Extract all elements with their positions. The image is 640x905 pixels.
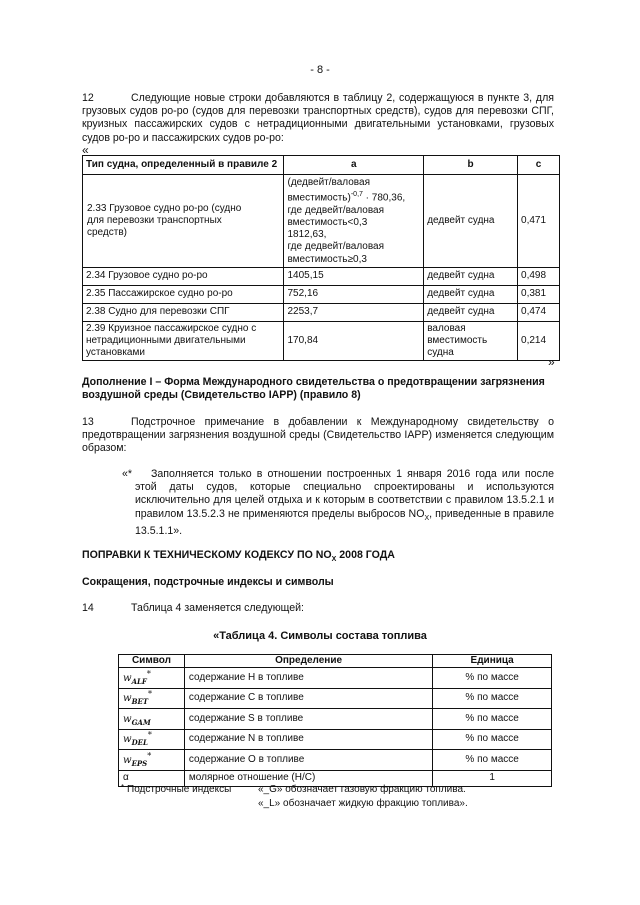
item-14-number: 14 [82, 602, 94, 614]
footnote-line-liquid: «_L» обозначает жидкую фракцию топлива». [258, 798, 468, 809]
row-a: 170,84 [284, 321, 424, 361]
row-a: 2253,7 [284, 303, 424, 321]
a-line1-tail: · 780,36, [362, 192, 406, 204]
row-c: 0,381 [518, 285, 560, 303]
row-symbol: $w_{GAM}$ [119, 709, 185, 730]
header-a: a [284, 156, 424, 175]
table-row [83, 303, 560, 321]
header-b: b [424, 156, 518, 175]
footnote-quote-mark: «* [122, 468, 133, 480]
row-a: 1405,15 [284, 267, 424, 285]
row-b: дедвейт судна [424, 267, 518, 285]
row-ship-type: 2.39 Круизное пассажирское судно с нетрадиционными двигательными установками [83, 321, 284, 361]
row-definition: содержание S в топливе [184, 709, 432, 730]
item-14-text: Таблица 4 заменяется следующей: [131, 602, 304, 614]
footnote-quote-text: Заполняется только в отношении построенных 1 января 2016 года или после этой даты судов, которые специально спроектированы и используются исключительно для целей отдыха и к которым в соответствии с правилом 13.5.2.1 и правилом 13.5.2.3 не применяются пределы выбросов $NO_X$, приведенные в правиле 13.5.1.1». [135, 468, 554, 537]
table-row [83, 321, 560, 361]
table-row [83, 285, 560, 303]
row-definition: молярное отношение (H/C) [184, 770, 432, 786]
row-unit: % по массе [433, 688, 552, 709]
row-unit: % по массе [433, 729, 552, 750]
table-row [83, 175, 560, 268]
table-row [83, 267, 560, 285]
row-b: дедвейт судна [424, 303, 518, 321]
row-ship-type: 2.33 Грузовое судно ро-ро (судно для перевозки транспортных средств) [83, 175, 284, 268]
row-a: 752,16 [284, 285, 424, 303]
appendix-heading: Дополнение I – Форма Международного свидетельства о предотвращении загрязнения воздушной среды (Свидетельство IAPP) (правило 8) [82, 376, 545, 402]
header-c: c [518, 156, 560, 175]
row-definition: содержание H в топливе [184, 668, 432, 689]
row-symbol: $w_{DEL}^*$ [119, 729, 185, 750]
item-13-number: 13 [82, 416, 94, 428]
header-definition: Определение [184, 655, 432, 668]
table-row [119, 709, 552, 730]
ship-type-table [82, 155, 560, 361]
a-exponent: -0,7 [350, 191, 363, 199]
item-12-number: 12 [82, 92, 94, 104]
row-unit: % по массе [433, 750, 552, 771]
row-symbol: $w_{ALF}^*$ [119, 668, 185, 689]
row-unit: 1 [433, 770, 552, 786]
row-b: дедвейт судна [424, 175, 518, 268]
table-header-row [119, 655, 552, 668]
row-c: 0,474 [518, 303, 560, 321]
row-definition: содержание O в топливе [184, 750, 432, 771]
header-unit: Единица [433, 655, 552, 668]
row-definition: содержание N в топливе [184, 729, 432, 750]
row-ship-type: 2.35 Пассажирское судно ро-ро [83, 285, 284, 303]
open-quote: « [82, 143, 89, 157]
row-c: 0,471 [518, 175, 560, 268]
table-row [119, 729, 552, 750]
abbreviations-heading: Сокращения, подстрочные индексы и символы [82, 576, 334, 588]
row-ship-type: 2.38 Судно для перевозки СПГ [83, 303, 284, 321]
fuel-symbols-table [118, 654, 552, 787]
row-definition: содержание C в топливе [184, 688, 432, 709]
row-a-formula [284, 175, 424, 268]
table4-caption: «Таблица 4. Символы состава топлива [213, 630, 427, 642]
page-number: - 8 - [310, 64, 330, 76]
row-b: дедвейт судна [424, 285, 518, 303]
footnote-star: * [121, 783, 125, 792]
row-symbol: $w_{EPS}^*$ [119, 750, 185, 771]
table-row [119, 688, 552, 709]
amendments-heading: ПОПРАВКИ К ТЕХНИЧЕСКОМУ КОДЕКСУ ПО $NO_X$ 2008 ГОДА [82, 549, 395, 564]
a-line1: (дедвейт/валовая вместимость) [287, 177, 370, 204]
a-line4: где дедвейт/валовая вместимость≥0,3 [287, 241, 385, 265]
close-quote: » [548, 355, 555, 369]
table-header-row [83, 156, 560, 175]
row-unit: % по массе [433, 709, 552, 730]
item-12-text: Следующие новые строки добавляются в таблицу 2, содержащуюся в пункте 3, для грузовых судов ро-ро (судов для перевозки транспортных средств), судов для перевозки СПГ, круизных пассажирских судов с нетрадиционными двигательными установками, грузовых судов ро-ро и пассажирских судов ро-ро: [82, 92, 554, 144]
table-row [119, 668, 552, 689]
footnote-lead: Подстрочные индексы [127, 784, 232, 795]
row-unit: % по массе [433, 668, 552, 689]
row-b: валовая вместимость судна [424, 321, 518, 361]
a-line2: где дедвейт/валовая вместимость<0,3 [287, 204, 385, 228]
header-symbol: Символ [119, 655, 185, 668]
item-13-text: Подстрочное примечание в добавлении к Международному свидетельству о предотвращении загрязнения воздушной среды (Свидетельство IAPP) изменяется следующим образом: [82, 416, 554, 455]
a-line3: 1812,63, [287, 229, 327, 241]
row-c: 0,498 [518, 267, 560, 285]
header-ship-type: Тип судна, определенный в правиле 2 [83, 156, 284, 175]
row-ship-type: 2.34 Грузовое судно ро-ро [83, 267, 284, 285]
row-symbol: α [119, 770, 185, 786]
row-symbol: $w_{BET}^*$ [119, 688, 185, 709]
row-c: 0,214 [518, 321, 560, 361]
table-row [119, 750, 552, 771]
footnote-line-gas: «_G» обозначает газовую фракцию топлива. [258, 784, 466, 795]
